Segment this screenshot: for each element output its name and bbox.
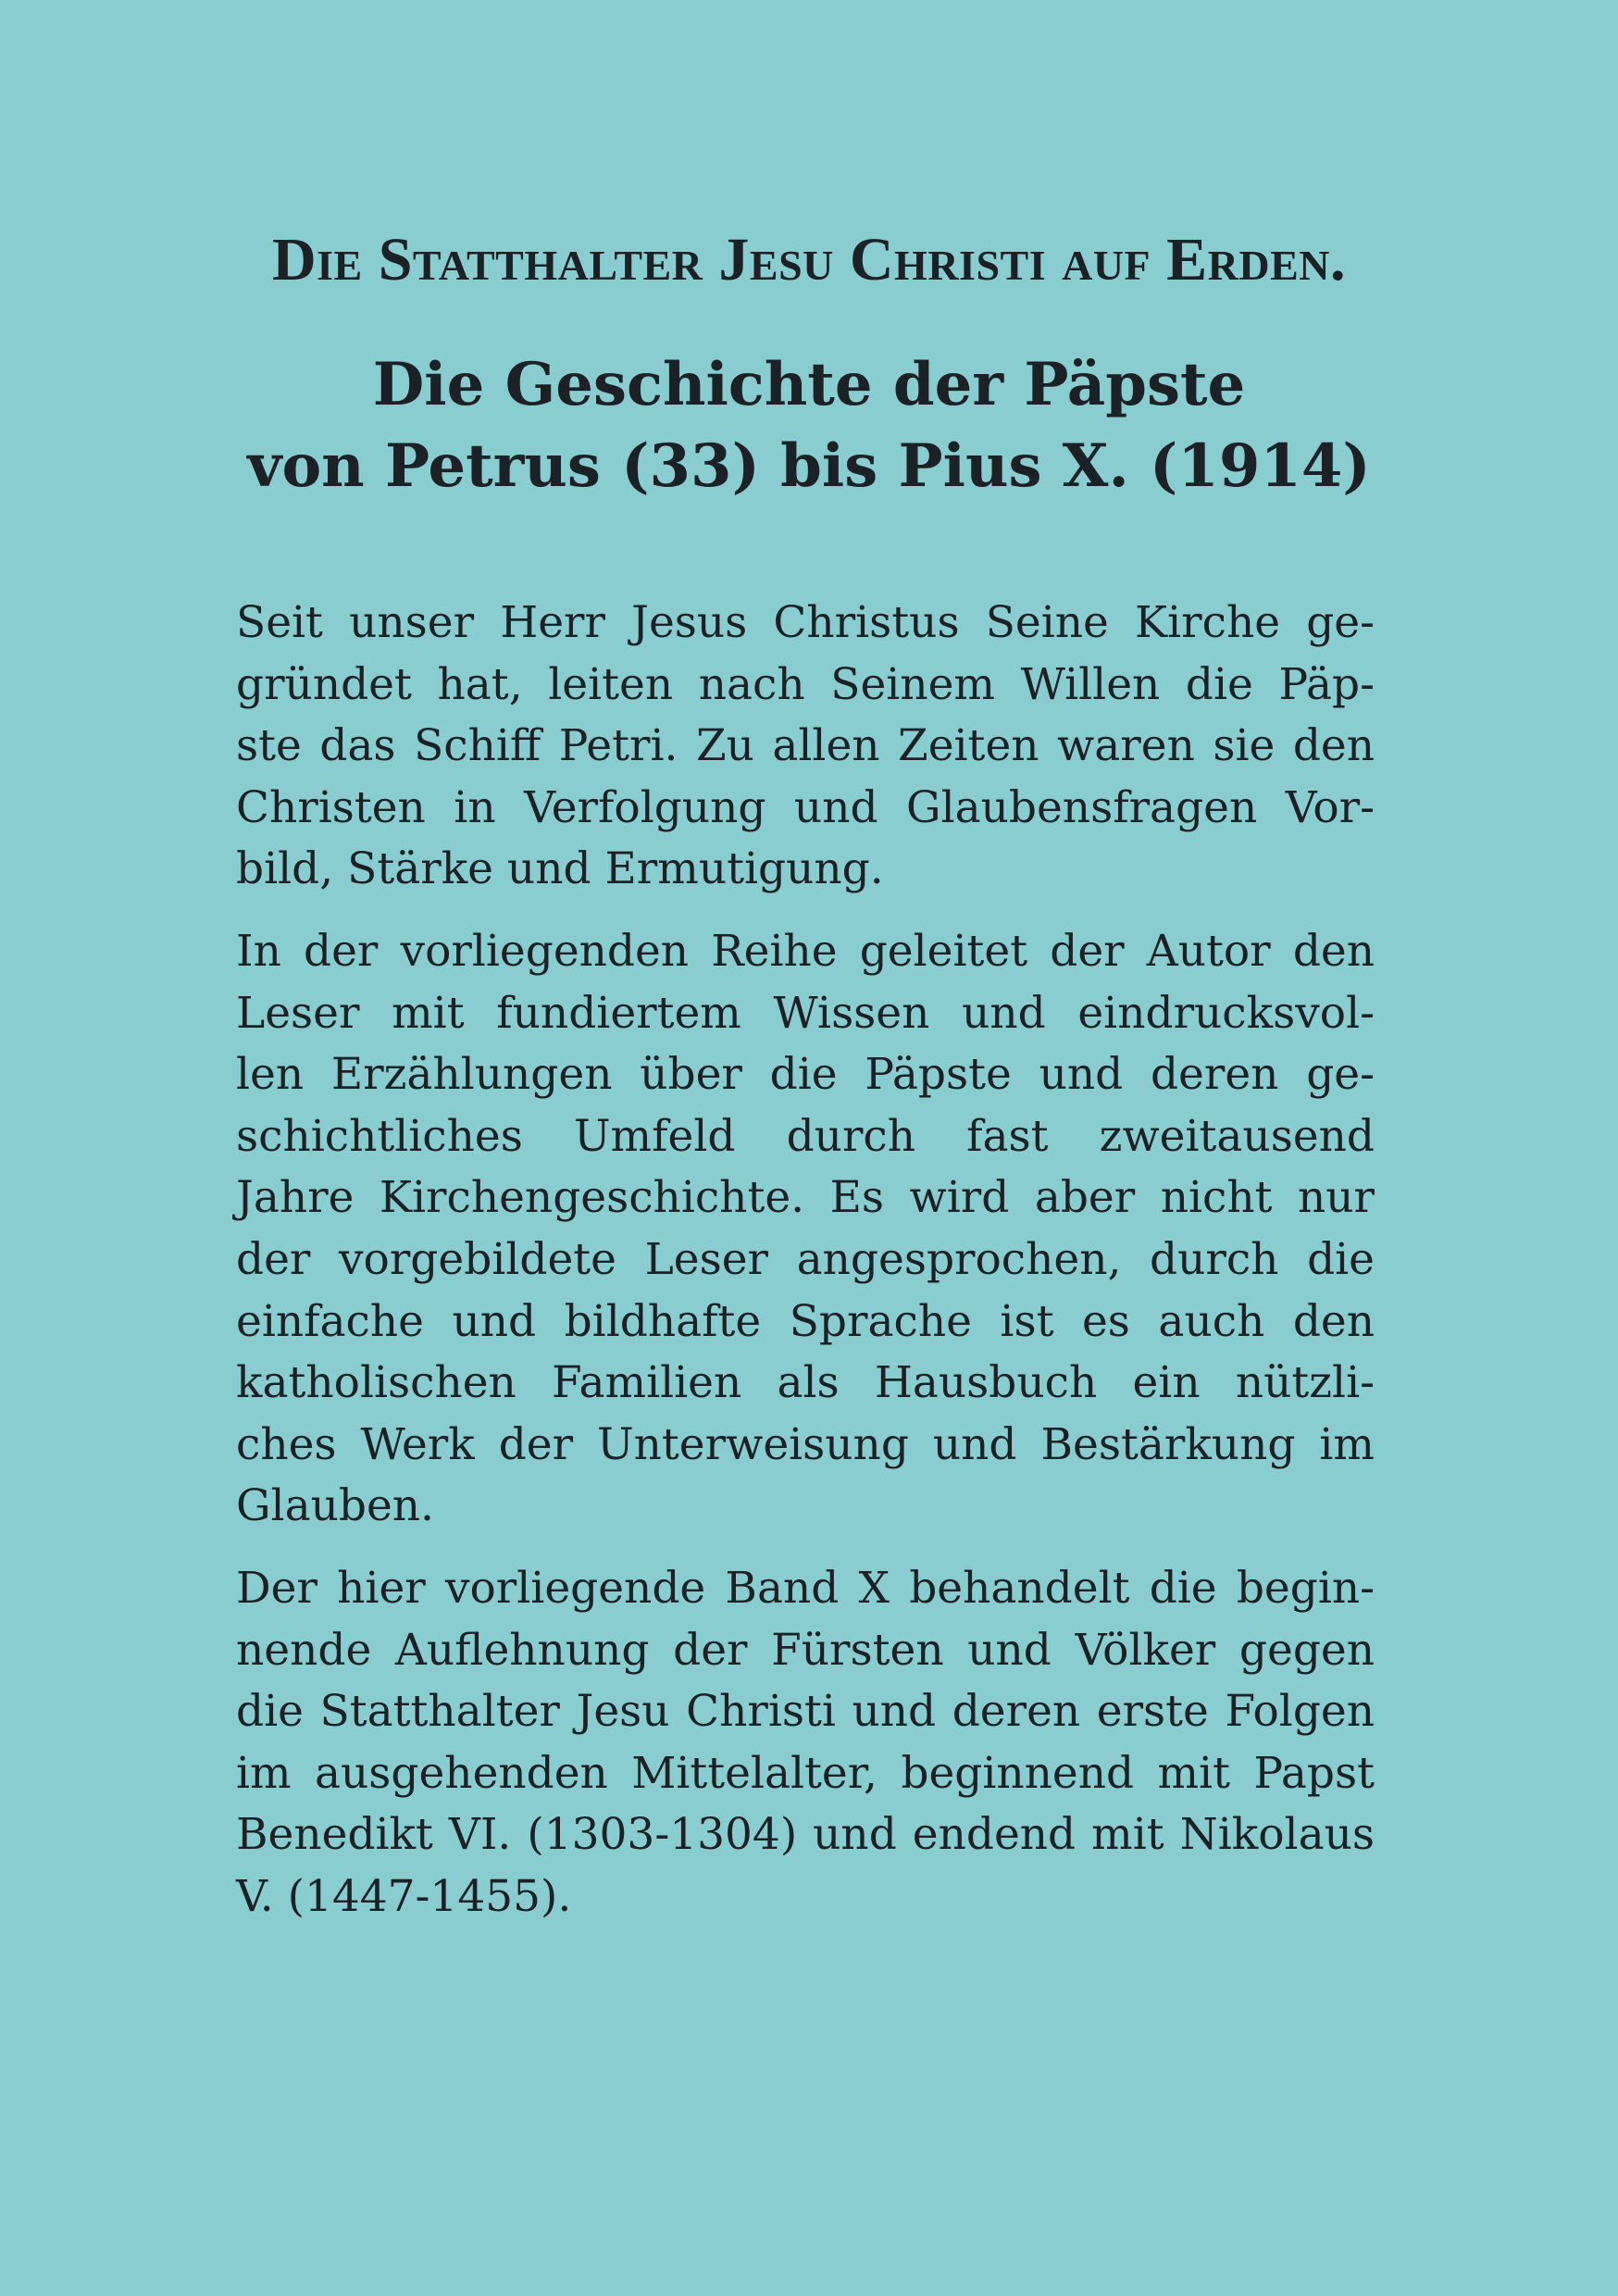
text-line: schichtliches Umfeld durch fast zweitausend <box>236 1110 1375 1162</box>
text-line: der vorgebildete Leser angesprochen, durch die <box>236 1233 1375 1285</box>
text-line: ste das Schiff Petri. Zu allen Zeiten waren sie den <box>236 720 1375 772</box>
text-line: Leser mit fundiertem Wissen und eindrucksvol- <box>236 987 1375 1039</box>
text-line: im ausgehenden Mittelalter, beginnend mit Papst <box>236 1747 1375 1799</box>
text-line: bild, Stärke und Ermutigung. <box>236 843 884 895</box>
subtitle <box>0 344 1618 507</box>
text-line: katholischen Familien als Hausbuch ein nützli- <box>236 1357 1375 1409</box>
text-line: Christen in Verfolgung und Glaubensfragen Vor- <box>236 781 1375 833</box>
subtitle-line-1: Die Geschichte der Päpste <box>372 350 1246 419</box>
text-line: nende Auflehnung der Fürsten und Völker gegen <box>236 1624 1375 1676</box>
paragraph-3 <box>236 1558 1375 1928</box>
text-line: V. (1447-1455). <box>236 1870 572 1922</box>
text-line: ches Werk der Unterweisung und Bestärkung im <box>236 1418 1375 1470</box>
series-title: Die Statthalter Jesu Christi auf Erden. <box>271 226 1347 293</box>
blurb-text <box>236 593 1375 1948</box>
text-line: die Statthalter Jesu Christi und deren erste Folgen <box>236 1686 1375 1738</box>
text-line: Benedikt VI. (1303-1304) und endend mit Nikolaus <box>236 1809 1375 1861</box>
text-line: len Erzählungen über die Päpste und deren ge- <box>236 1049 1375 1101</box>
text-line: Der hier vorliegende Band X behandelt die begin- <box>236 1562 1375 1614</box>
text-line: Jahre Kirchengeschichte. Es wird aber nicht nur <box>236 1172 1375 1224</box>
text-line: Glauben. <box>236 1480 434 1532</box>
text-line: In der vorliegenden Reihe geleitet der Autor den <box>236 925 1375 977</box>
text-line: Seit unser Herr Jesus Christus Seine Kirche ge- <box>236 597 1375 648</box>
text-line: einfache und bildhafte Sprache ist es auch den <box>236 1295 1375 1347</box>
paragraph-1 <box>236 593 1375 901</box>
paragraph-2 <box>236 921 1375 1538</box>
text-line: gründet hat, leiten nach Seinem Willen die Päp- <box>236 658 1375 710</box>
subtitle-line-2: von Petrus (33) bis Pius X. (1914) <box>247 431 1371 501</box>
